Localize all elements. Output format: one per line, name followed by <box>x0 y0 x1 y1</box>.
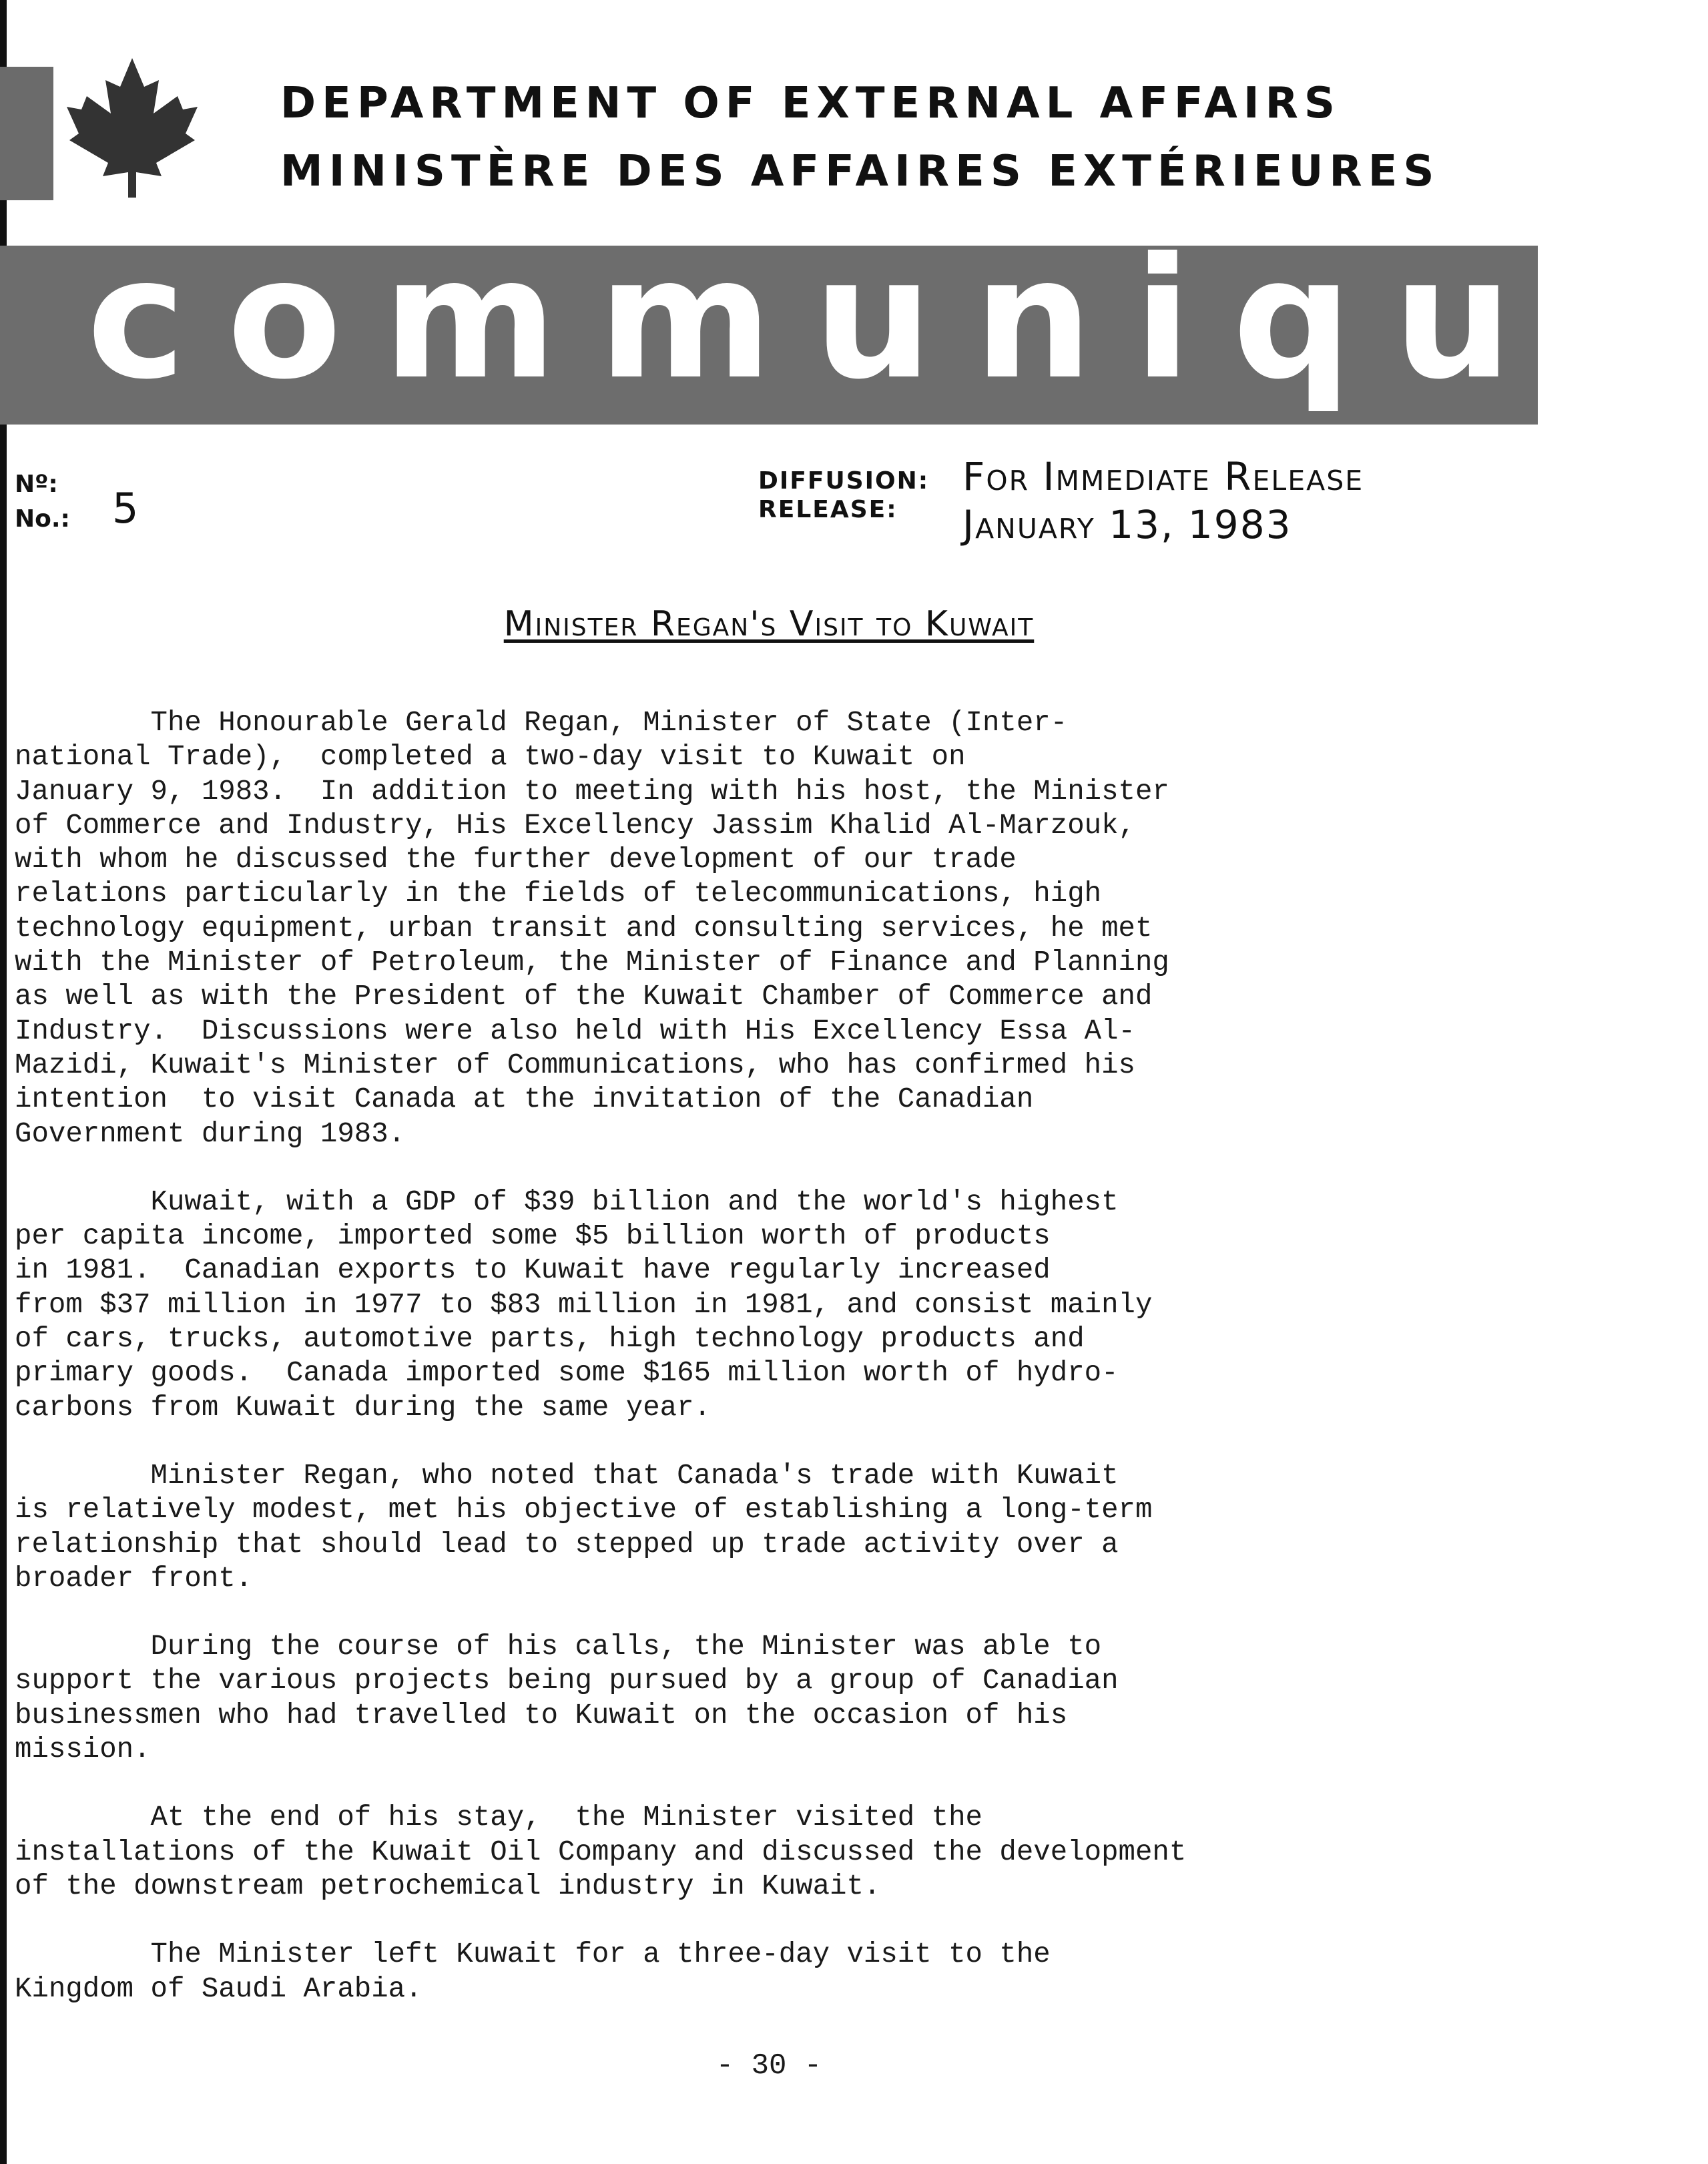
text-line: with the Minister of Petroleum, the Minister of Finance and Planning <box>15 946 1169 979</box>
release-label: RELEASE: <box>758 496 898 523</box>
text-line: At the end of his stay, the Minister visited the <box>15 1802 982 1834</box>
text-line: from $37 million in 1977 to $83 million in 1981, and consist mainly <box>15 1288 1153 1321</box>
header-grey-block <box>0 67 53 200</box>
paragraph <box>15 1459 1510 1596</box>
paragraph <box>15 706 1510 1151</box>
department-name-fr: MINISTÈRE DES AFFAIRES EXTÉRIEURES <box>280 147 1440 196</box>
release-status: For Immediate Release <box>962 454 1364 499</box>
department-name-en: DEPARTMENT OF EXTERNAL AFFAIRS <box>280 79 1341 128</box>
paragraph <box>15 1630 1510 1767</box>
maple-leaf-icon <box>65 55 199 202</box>
text-line: support the various projects being pursued by a group of Canadian <box>15 1665 1119 1697</box>
text-line: businessmen who had travelled to Kuwait on the occasion of his <box>15 1699 1068 1731</box>
text-line: in 1981. Canadian exports to Kuwait have regularly increased <box>15 1254 1051 1287</box>
text-line: Kuwait, with a GDP of $39 billion and the world's highest <box>15 1185 1119 1218</box>
text-line: installations of the Kuwait Oil Company and discussed the development <box>15 1836 1187 1868</box>
number-label-en: No.: <box>15 505 70 533</box>
text-line: Minister Regan, who noted that Canada's trade with Kuwait <box>15 1459 1119 1492</box>
document-title: Minister Regan's Visit to Kuwait <box>503 604 1035 644</box>
communique-title: communiqué <box>87 222 1708 416</box>
text-line: The Minister left Kuwait for a three-day visit to the <box>15 1938 1051 1971</box>
text-line: January 9, 1983. In addition to meeting with his host, the Minister <box>15 775 1169 808</box>
diffusion-label: DIFFUSION: <box>758 467 930 495</box>
text-line: per capita income, imported some $5 billion worth of products <box>15 1220 1051 1253</box>
text-line: mission. <box>15 1733 151 1766</box>
number-label-fr: Nº: <box>15 471 58 498</box>
text-line: broader front. <box>15 1562 253 1595</box>
text-line: primary goods. Canada imported some $165 million worth of hydro- <box>15 1357 1119 1390</box>
text-line: Mazidi, Kuwait's Minister of Communications, who has confirmed his <box>15 1049 1135 1081</box>
text-line: Government during 1983. <box>15 1117 406 1150</box>
text-line: national Trade), completed a two-day visit to Kuwait on <box>15 741 966 774</box>
text-line: Industry. Discussions were also held with His Excellency Essa Al- <box>15 1015 1135 1047</box>
body-text <box>15 706 1510 2041</box>
text-line: of cars, trucks, automotive parts, high technology products and <box>15 1323 1085 1356</box>
page-number: - 30 - <box>716 2049 822 2083</box>
paragraph <box>15 1185 1510 1425</box>
text-line: relations particularly in the fields of telecommunications, high <box>15 878 1102 910</box>
paragraph <box>15 1801 1510 1904</box>
text-line: as well as with the President of the Kuwait Chamber of Commerce and <box>15 981 1153 1013</box>
text-line: of Commerce and Industry, His Excellency Jassim Khalid Al-Marzouk, <box>15 809 1135 842</box>
text-line: of the downstream petrochemical industry in Kuwait. <box>15 1870 881 1902</box>
text-line: During the course of his calls, the Minister was able to <box>15 1631 1102 1663</box>
text-line: is relatively modest, met his objective of establishing a long-term <box>15 1494 1153 1527</box>
text-line: The Honourable Gerald Regan, Minister of State (Inter- <box>15 707 1068 739</box>
release-date: January 13, 1983 <box>962 502 1292 547</box>
paragraph <box>15 1938 1510 2006</box>
communique-number: 5 <box>112 484 139 533</box>
text-line: carbons from Kuwait during the same year. <box>15 1391 711 1424</box>
text-line: relationship that should lead to stepped up trade activity over a <box>15 1528 1119 1561</box>
text-line: technology equipment, urban transit and consulting services, he met <box>15 912 1153 944</box>
text-line: Kingdom of Saudi Arabia. <box>15 1972 422 2005</box>
text-line: with whom he discussed the further development of our trade <box>15 844 1017 876</box>
text-line: intention to visit Canada at the invitation of the Canadian <box>15 1083 1034 1116</box>
